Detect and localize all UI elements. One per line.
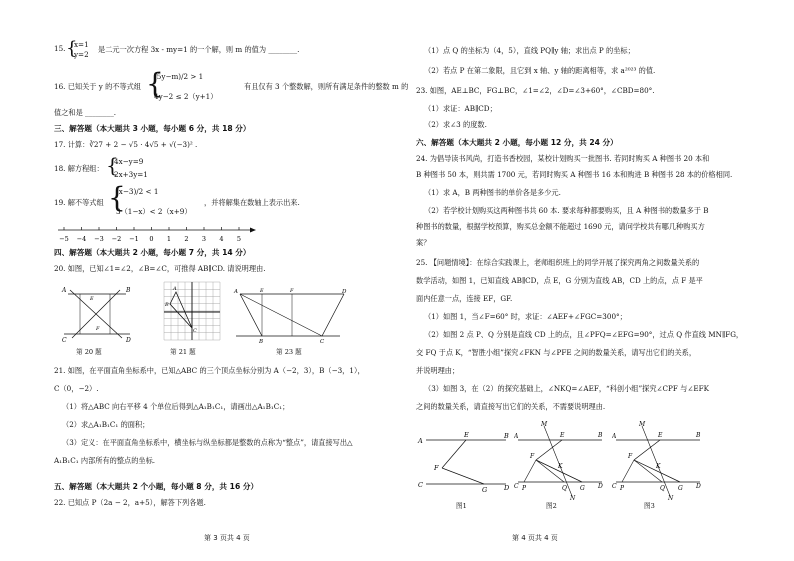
svg-text:B: B <box>165 302 169 308</box>
svg-text:D: D <box>342 289 347 295</box>
footer-right: 第 4 页共 4 页 <box>512 534 558 542</box>
q16-cont: 值之和是 ________. <box>54 108 117 117</box>
svg-text:F: F <box>290 288 294 294</box>
svg-text:A: A <box>612 433 617 440</box>
footer-left: 第 3 页共 4 页 <box>204 534 250 542</box>
q22-part2: （2）若点 P 在第二象限，且它到 x 轴、y 轴的距离相等，求 a²⁰²³ 的值. <box>424 66 656 75</box>
q25-part3-line2: 之间的数量关系，请直接写出它们的关系，不需要说明理由. <box>416 402 606 411</box>
number-line-label: 4 <box>219 235 224 243</box>
q24-line2: B 种图书 50 本，则共需 1700 元，若同时购买 A 种图书 16 本和购进 B 种图书 28 本的价格相同. <box>416 170 733 179</box>
svg-text:D: D <box>504 484 510 492</box>
svg-text:E: E <box>658 432 663 439</box>
svg-text:N: N <box>668 495 674 500</box>
number-line-label: −2 <box>111 235 122 243</box>
svg-text:D: D <box>598 483 603 490</box>
number-line-label: −3 <box>94 235 104 243</box>
q19-post: ，并将解集在数轴上表示出来. <box>204 198 300 207</box>
section-4-header: 四、解答题（本大题共 2 小题，每小题 7 分，共 14 分） <box>54 248 251 257</box>
q23-part1: （1）求证：AB∥CD； <box>424 104 497 113</box>
q25-part2-line1: （2）如图 2 点 P、Q 分别是直线 CD 上的点，且∠PFQ=∠EFG=90°，过点 Q 作直线 MN∥FG， <box>424 330 744 339</box>
svg-text:C: C <box>320 339 325 344</box>
q15-sys2: y=2 <box>74 50 89 59</box>
svg-text:F: F <box>628 453 633 460</box>
number-line-label: −1 <box>129 235 139 243</box>
svg-text:P: P <box>522 485 527 492</box>
q15-number: 15. <box>54 44 66 53</box>
number-line-label: 1 <box>166 235 172 243</box>
svg-text:C: C <box>514 483 519 490</box>
q18-pre: 18. 解方程组： <box>54 164 104 173</box>
svg-text:K: K <box>656 463 661 470</box>
svg-text:B: B <box>504 432 509 440</box>
figure-21-grid <box>162 280 222 342</box>
q15-brace: { <box>66 38 78 59</box>
q21-part2: （2）求△A₁B₁C₁ 的面积； <box>62 420 150 429</box>
caption-fig20: 第 20 题 <box>76 348 102 356</box>
q25-line3: 面内任意一点，连接 EF，GF. <box>416 294 513 303</box>
q19-brace: { <box>108 181 126 214</box>
svg-text:A: A <box>418 437 423 445</box>
svg-text:N: N <box>570 495 576 500</box>
svg-text:A: A <box>234 289 238 295</box>
q16-sys2: 4y−2 ≤ 2（y+1） <box>154 92 218 101</box>
caption-q25-fig1: 图1 <box>456 502 467 510</box>
svg-text:Q: Q <box>660 485 665 492</box>
number-line <box>54 222 304 246</box>
number-line-label: −5 <box>59 235 69 243</box>
q25-figure-2 <box>514 420 606 500</box>
svg-text:E: E <box>90 296 94 302</box>
q18-brace: { <box>106 153 119 177</box>
section-5-header: 五、解答题（本大题共 2 个小题，每小题 8 分，共 16 分） <box>54 482 259 491</box>
right-page <box>416 0 766 561</box>
number-line-label: 2 <box>184 235 189 243</box>
q19-sys2: 3（1−x）< 2（x+9） <box>116 207 192 216</box>
number-line-label: 5 <box>236 235 242 243</box>
q15-sys1: x=1 <box>74 40 89 49</box>
q16-sys1: (5y−m)/2 > 1 <box>154 72 204 81</box>
number-line-label: −4 <box>76 235 87 243</box>
svg-text:D: D <box>696 483 701 490</box>
svg-text:G: G <box>482 486 488 494</box>
q22-part1: （1）点 Q 的坐标为（4，5），直线 PQ∥y 轴；求出点 P 的坐标； <box>424 46 635 55</box>
section-3-header: 三、解答题（本大题共 3 小题，每小题 6 分，共 18 分） <box>54 124 251 133</box>
q25-line1: 25. 【问题情境】：在综合实践课上，老师组织班上的同学开展了探究两角之间数量关系的 <box>416 258 700 267</box>
q16-brace: { <box>146 67 164 100</box>
q21-line2: C（0，−2）. <box>54 384 99 393</box>
q24-part2-line3: 案？ <box>416 238 431 247</box>
svg-text:K: K <box>558 463 563 470</box>
svg-text:C: C <box>418 481 423 489</box>
svg-text:A: A <box>62 287 67 294</box>
q18-sys1: 4x−y=9 <box>114 157 144 166</box>
svg-text:C: C <box>193 328 197 334</box>
caption-q25-fig3: 图3 <box>644 502 655 510</box>
q25-part2-line2: 交 FQ 于点 K，“智胜小组”探究∠FKN 与∠PFE 之间的数量关系，请写出它们的关系， <box>416 348 697 357</box>
svg-text:B: B <box>126 287 131 294</box>
left-page <box>54 0 409 561</box>
section-6-header: 六、解答题（本大题共 2 小题，每小题 12 分，共 24 分） <box>416 138 618 147</box>
q16-pre: 16. 已知关于 y 的不等式组 <box>54 82 142 91</box>
number-line-label: 0 <box>149 235 154 243</box>
svg-text:A: A <box>514 433 519 440</box>
svg-text:G: G <box>678 485 683 492</box>
q24-part2-line2: 种图书的数量，根据学校预算，购买总金额不能超过 1690 元，请问学校共有哪几种购买方 <box>416 222 705 231</box>
q22: 22. 已知点 P（2a − 2，a+5），解答下列各题. <box>54 498 206 507</box>
q25-part1: （1）如图 1，当∠F=60° 时，求证：∠AEF+∠FGC=300°； <box>424 312 627 321</box>
q23-part2: （2）求∠3 的度数. <box>424 120 487 129</box>
figure-20 <box>60 282 136 344</box>
svg-text:C: C <box>612 483 617 490</box>
svg-text:A: A <box>173 286 177 292</box>
q25-part3-line1: （3）如图 3，在（2）的探究基础上，∠NKQ=∠AEF，“科创小组”探究∠CPF 与∠EFK <box>424 384 709 393</box>
figure-23 <box>232 286 352 344</box>
svg-text:B: B <box>696 432 701 439</box>
q25-figure-1 <box>416 428 510 498</box>
q21-part3-cont: A₁B₁C₁ 内部所有的整点的坐标. <box>54 456 156 465</box>
q25-figure-3 <box>612 420 704 500</box>
svg-text:E: E <box>560 432 565 439</box>
q16-post: 有且仅有 3 个整数解，则所有满足条件的整数 m 的 <box>244 82 409 91</box>
q21-part1: （1）将△ABC 向右平移 4 个单位后得到△A₁B₁C₁，请画出△A₁B₁C₁； <box>62 402 290 411</box>
svg-text:Q: Q <box>562 485 567 492</box>
caption-fig21: 第 21 题 <box>170 348 196 356</box>
svg-text:M: M <box>639 421 646 428</box>
q21-part3: （3）定义：在平面直角坐标系中，横坐标与纵坐标都是整数的点称为“整点”，请直接写出△ <box>62 438 353 447</box>
caption-fig23: 第 23 题 <box>276 348 302 356</box>
svg-text:F: F <box>530 453 535 460</box>
svg-text:P: P <box>620 485 625 492</box>
svg-text:E: E <box>464 431 469 439</box>
q21-line1: 21. 如图，在平面直角坐标系中，已知△ABC 的三个顶点坐标分别为 A（−2，3），B（−3，1）， <box>54 366 365 375</box>
svg-text:B: B <box>598 432 603 439</box>
q15-text: 是二元一次方程 3x - my=1 的一个解，则 m 的值为 ________. <box>98 45 300 54</box>
svg-text:M: M <box>541 421 548 428</box>
svg-text:E: E <box>260 288 264 294</box>
q24-part2-line1: （2）若学校计划购买这两种图书共 60 本. 要求每种都要购买，且 A 种图书的数量多于 B <box>424 206 709 215</box>
svg-text:G: G <box>580 485 585 492</box>
svg-text:B: B <box>259 339 264 344</box>
svg-text:F: F <box>434 464 439 472</box>
q23: 23. 如图，AE⊥BC，FG⊥BC，∠1=∠2，∠D=∠3+60°，∠CBD=80°. <box>416 86 655 95</box>
q19-pre: 19. 解不等式组 <box>54 198 104 207</box>
svg-text:F: F <box>96 326 100 332</box>
q25-part2-line3: 并说明理由； <box>416 366 460 375</box>
q24-line1: 24. 为倡导读书风尚，打造书香校园，某校计划购买一批图书. 若同时购买 A 种图书 20 本和 <box>416 154 710 163</box>
q25-line2: 数学活动，如图 1，已知直线 AB∥CD，点 E，G 分别为直线 AB，CD 上的点，点 F 是平 <box>416 276 703 285</box>
q19-sys1: (x−3)/2 < 1 <box>116 187 159 196</box>
q24-part1: （1）求 A，B 两种图书的单价各是多少元. <box>424 188 561 197</box>
svg-text:C: C <box>62 337 67 344</box>
caption-q25-fig2: 图2 <box>546 502 557 510</box>
q20: 20. 如图，已知∠1=∠2，∠B=∠C，可推得 AB∥CD. 请说明理由. <box>54 264 266 273</box>
svg-text:D: D <box>126 337 131 344</box>
q17: 17. 计算：∛27 + 2 − √5 · 4√5 + √(−3)² . <box>54 140 198 149</box>
number-line-label: 3 <box>201 235 207 243</box>
q18-sys2: 2x+3y=1 <box>114 170 148 179</box>
